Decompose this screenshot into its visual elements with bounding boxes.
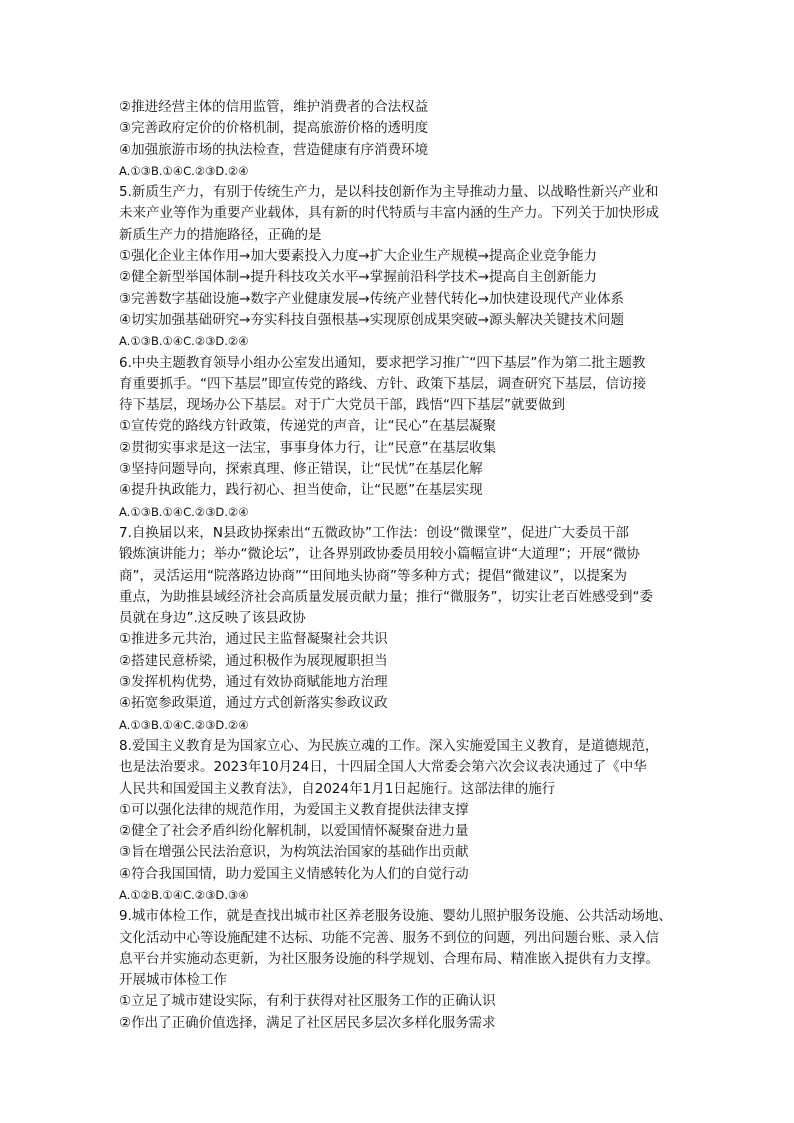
q6-stem-line-1: 6.中央主题教育领导小组办公室发出通知，要求把学习推广“四下基层”作为第二批主题教 bbox=[119, 354, 646, 371]
q6-stem-line-2: 育重要抓手。“四下基层”即宣传党的路线、方针、政策下基层，调查研究下基层，信访接 bbox=[119, 375, 646, 392]
q5-answer-options: A.①③B.①④C.②③D.②④ bbox=[119, 334, 249, 349]
q9-stem-line-3: 息平台并实施动态更新，为社区服务设施的科学规划、合理布局、精准嵌入提供有力支撑。 bbox=[119, 950, 659, 967]
q8-answer-options: A.①②B.①④C.②③D.③④ bbox=[119, 887, 249, 902]
q6-choice-4: ④提升执政能力，践行初心、担当使命，让“民愿”在基层实现 bbox=[119, 482, 483, 499]
q6-answer-options: A.①③B.①④C.②③D.②④ bbox=[119, 504, 249, 519]
q9-choice-1: ①立足了城市建设实际，有利于获得对社区服务工作的正确认识 bbox=[119, 993, 496, 1010]
q7-stem-line-5: 员就在身边”.这反映了该县政协 bbox=[119, 610, 306, 627]
q9-stem-line-4: 开展城市体检工作 bbox=[119, 972, 227, 989]
q6-choice-2: ②贯彻实事求是这一法宝，事事身体力行，让“民意”在基层收集 bbox=[119, 439, 497, 456]
q7-choice-3: ③发挥机构优势，通过有效协商赋能地方治理 bbox=[119, 674, 388, 691]
q6-choice-3: ③坚持问题导向，探索真理、修正错误，让“民忧”在基层化解 bbox=[119, 461, 483, 478]
q8-stem-line-2: 也是法治要求。2023年10月24日，十四届全国人大常委会第六次会议表决通过了《中华 bbox=[119, 759, 647, 776]
q5-choice-3: ③完善数字基础设施→数字产业健康发展→传统产业替代转化→加快建设现代产业体系 bbox=[119, 290, 625, 307]
q4-answer-options: A.①③B.①④C.②③D.②④ bbox=[119, 163, 249, 178]
q6-choice-1: ①宣传党的路线方针政策，传递党的声音，让“民心”在基层凝聚 bbox=[119, 418, 497, 435]
q6-stem-line-3: 待下基层，现场办公下基层。对于广大党员干部，践悟“四下基层”就要做到 bbox=[119, 397, 565, 414]
q8-choice-2: ②健全了社会矛盾纠纷化解机制，以爱国情怀凝聚奋进力量 bbox=[119, 823, 469, 840]
q8-choice-3: ③旨在增强公民法治意识，为构筑法治国家的基础作出贡献 bbox=[119, 844, 469, 861]
q5-choice-4: ④切实加强基础研究→夯实科技自强根基→实现原创成果突破→源头解决关键技术问题 bbox=[119, 311, 625, 328]
q8-stem-line-1: 8.爱国主义教育是为国家立心、为民族立魂的工作。深入实施爱国主义教育，是道德规范， bbox=[119, 737, 659, 754]
q7-stem-line-2: 锻炼演讲能力；举办“微论坛”，让各界别政协委员用较小篇幅宣讲“大道理”；开展“微协 bbox=[119, 546, 640, 563]
q7-stem-line-4: 重点，为助推县域经济社会高质量发展贡献力量；推行“微服务”，切实让老百姓感受到“委 bbox=[119, 588, 653, 605]
q4-choice-4: ④加强旅游市场的执法检查，营造健康有序消费环境 bbox=[119, 141, 429, 158]
q9-stem-line-1: 9.城市体检工作，就是查找出城市社区养老服务设施、婴幼儿照护服务设施、公共活动场地、 bbox=[119, 908, 672, 925]
q8-choice-1: ①可以强化法律的规范作用，为爱国主义教育提供法律支撑 bbox=[119, 801, 469, 818]
q7-answer-options: A.①③B.①④C.②③D.②④ bbox=[119, 717, 249, 732]
q7-stem-line-1: 7.自换届以来，N县政协探索出“五微政协”工作法：创设“微课堂”，促进广大委员干部 bbox=[119, 524, 629, 541]
q4-choice-2: ②推进经营主体的信用监管，维护消费者的合法权益 bbox=[119, 99, 429, 115]
q5-choice-1: ①强化企业主体作用→加大要素投入力度→扩大企业生产规模→提高企业竞争能力 bbox=[119, 248, 598, 265]
q5-stem-line-2: 未来产业等作为重要产业载体，具有新的时代特质与丰富内涵的生产力。下列关于加快形成 bbox=[119, 205, 659, 222]
q7-choice-1: ①推进多元共治，通过民主监督凝聚社会共识 bbox=[119, 631, 388, 648]
q7-choice-2: ②搭建民意桥梁，通过积极作为展现履职担当 bbox=[119, 652, 388, 669]
q7-stem-line-3: 商”，灵活运用“院落路边协商”“田间地头协商”等多种方式；提倡“微建议”，以提案为 bbox=[119, 567, 627, 584]
q9-stem-line-2: 文化活动中心等设施配建不达标、功能不完善、服务不到位的问题，列出问题台账、录入信 bbox=[119, 929, 659, 946]
q7-choice-4: ④拓宽参政渠道，通过方式创新落实参政议政 bbox=[119, 695, 388, 712]
question-text-block bbox=[119, 97, 679, 1034]
q5-stem-line-3: 新质生产力的措施路径，正确的是 bbox=[119, 226, 322, 243]
q8-choice-4: ④符合我国国情，助力爱国主义情感转化为人们的自觉行动 bbox=[119, 865, 469, 882]
q5-choice-2: ②健全新型举国体制→提升科技攻关水平→掌握前沿科学技术→提高自主创新能力 bbox=[119, 269, 598, 286]
q8-stem-line-3: 人民共和国爱国主义教育法》，自2024年1月1日起施行。这部法律的施行 bbox=[119, 780, 556, 797]
q5-stem-line-1: 5.新质生产力，有别于传统生产力，是以科技创新作为主导推动力量、以战略性新兴产业和 bbox=[119, 184, 659, 201]
q9-choice-2: ②作出了正确价值选择，满足了社区居民多层次多样化服务需求 bbox=[119, 1014, 496, 1031]
q4-choice-3: ③完善政府定价的价格机制，提高旅游价格的透明度 bbox=[119, 120, 429, 137]
